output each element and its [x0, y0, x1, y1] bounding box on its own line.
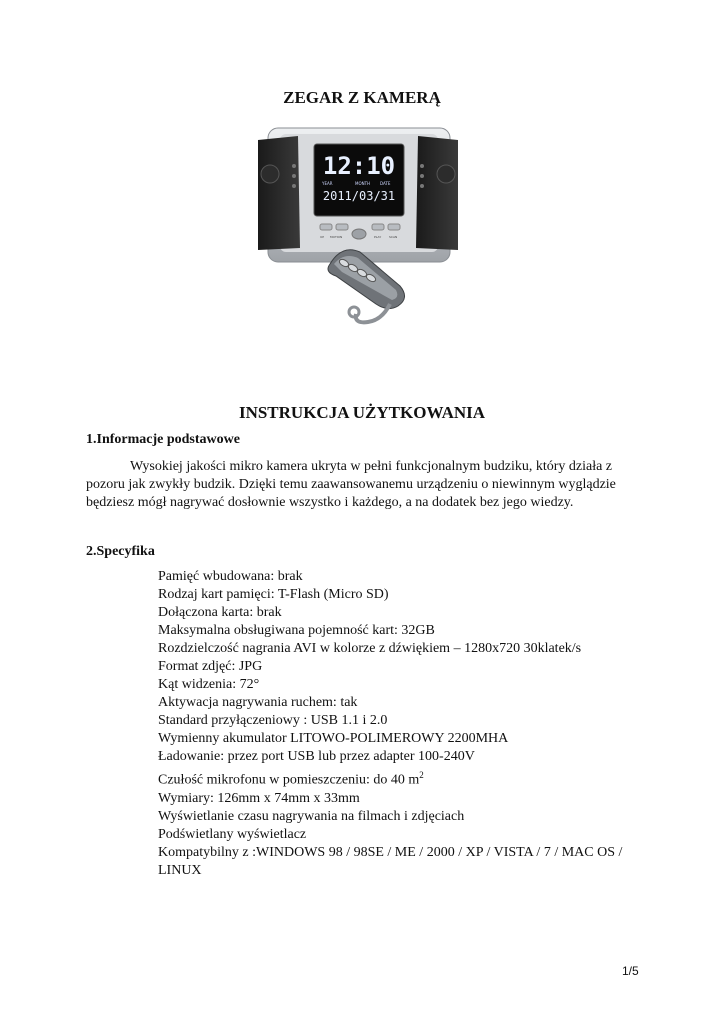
spec-item: Standard przyłączeniowy : USB 1.1 i 2.0 — [158, 713, 388, 728]
year-label: YEAR — [322, 181, 333, 186]
mic-text: Czułość mikrofonu w pomieszczeniu: do 40 m — [158, 772, 420, 788]
btn-up-label: UP — [320, 235, 325, 239]
btn-scan-label: SCAN — [389, 235, 398, 239]
section1-text: Wysokiej jakości mikro kamera ukryta w pełni funkcjonalnym budziku, który działa z pozoru jak zwykły budzik. Dzięki temu zaawansowanemu urządzeniu o niewinnym wyglądzie będziesz mógł nagrywać dosłownie wszystko i każdego, a na dodatek bez jego wiedzy. — [86, 459, 616, 510]
clock-camera-photo — [250, 126, 466, 336]
btn-motion-label: MOTION — [330, 235, 343, 239]
spec-item: Wymiary: 126mm x 74mm x 33mm — [158, 790, 360, 806]
page-number: 1/5 — [622, 964, 639, 978]
clock-time-text: 12:10 — [322, 152, 396, 180]
mic-superscript: 2 — [419, 770, 424, 780]
spec-item-microphone — [158, 766, 648, 790]
spec-item: Wyświetlanie czasu nagrywania na filmach i zdjęciach — [158, 808, 465, 824]
spec-item: Rozdzielczość nagrania AVI w kolorze z dźwiękiem – 1280x720 30klatek/s — [158, 641, 582, 656]
spec-list — [158, 568, 648, 880]
date-label: DATE — [380, 181, 391, 186]
btn-play-label: PLAY — [374, 235, 382, 239]
spec-item: Kąt widzenia: 72° — [158, 677, 260, 692]
document-title: ZEGAR Z KAMERĄ — [283, 88, 441, 107]
spec-item: Aktywacja nagrywania ruchem: tak — [158, 695, 358, 710]
spec-item: Kompatybilny z :WINDOWS 98 / 98SE / ME / 2000 / XP / VISTA / 7 / MAC OS / LINUX — [158, 844, 623, 878]
month-label: MONTH — [355, 181, 371, 186]
spec-item: Format zdjęć: JPG — [158, 659, 263, 674]
spec-item: Dołączona karta: brak — [158, 605, 282, 620]
document-subtitle: INSTRUKCJA UŻYTKOWANIA — [238, 403, 486, 422]
spec-item: Ładowanie: przez port USB lub przez adapter 100-240V — [158, 749, 475, 764]
section2-heading: 2.Specyfika — [86, 544, 155, 559]
section1-heading: 1.Informacje podstawowe — [86, 432, 240, 447]
spec-item: Pamięć wbudowana: brak — [158, 569, 303, 584]
spec-item: Rodzaj kart pamięci: T-Flash (Micro SD) — [158, 587, 389, 602]
spec-item: Maksymalna obsługiwana pojemność kart: 32GB — [158, 623, 435, 638]
clock-date-text: 2011/03/31 — [322, 189, 396, 203]
spec-item: Wymienny akumulator LITOWO-POLIMEROWY 2200MHA — [158, 731, 509, 746]
spec-item: Podświetlany wyświetlacz — [158, 826, 307, 842]
section1-paragraph — [86, 458, 638, 512]
